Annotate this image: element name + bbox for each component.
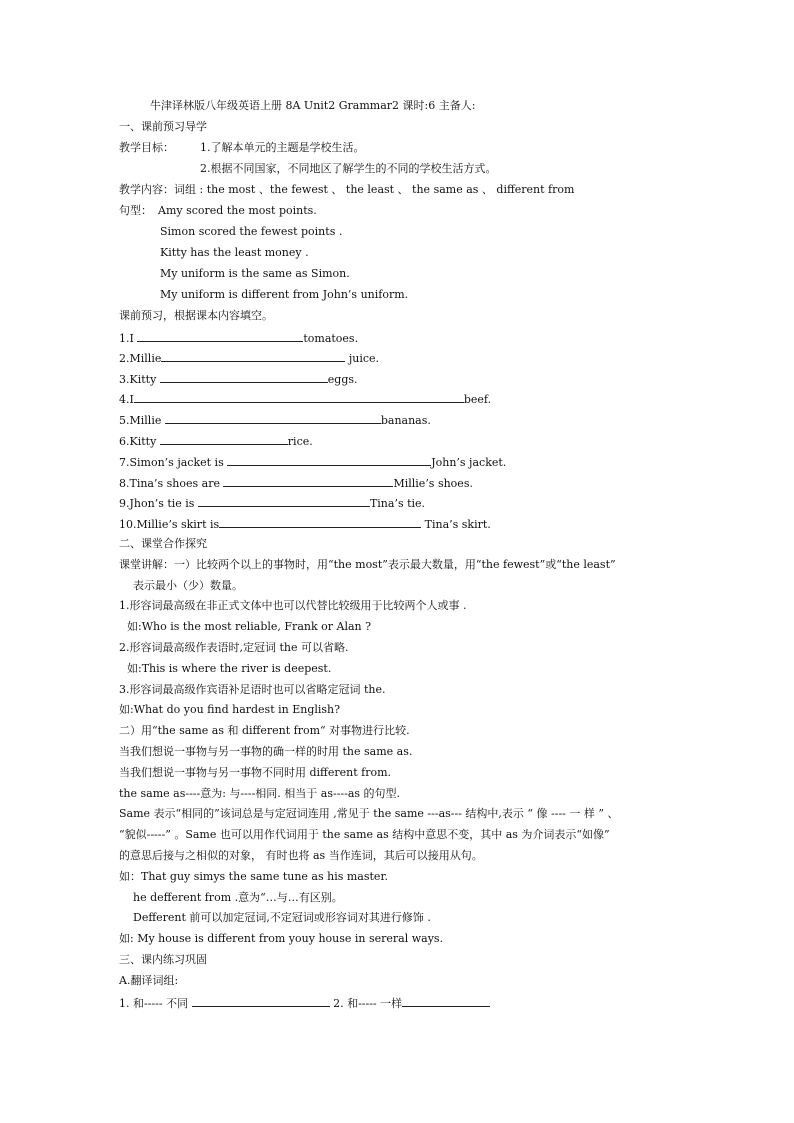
fill-line-6 (119, 433, 313, 449)
fill-suffix: John’s jacket. (431, 456, 507, 469)
explanation-line-11: 当我们想说一事物与另一事物不同时用 different from. (119, 766, 392, 779)
fill-line-5 (119, 412, 431, 428)
goal-1: 1.了解本单元的主题是学校生活。 (200, 141, 365, 154)
answer-blank[interactable] (137, 330, 303, 342)
page-header: 牛津译林版八年级英语上册 8A Unit2 Grammar2 课时:6 主备人: (150, 99, 476, 112)
fill-prefix: 4.I (119, 393, 134, 406)
fill-line-4 (119, 391, 491, 407)
explanation-line-17: he defferent from .意为“…与…有区别。 (133, 891, 343, 904)
fill-suffix: beef. (463, 393, 492, 406)
fill-suffix: eggs. (327, 373, 358, 386)
fill-suffix: juice. (345, 352, 380, 365)
explanation-line-3: 1.形容词最高级在非正式文体中也可以代替比较级用于比较两个人或事 . (119, 599, 467, 612)
goal-2: 2.根据不同国家，不同地区了解学生的不同的学校生活方式。 (200, 162, 497, 175)
answer-blank[interactable] (161, 350, 345, 362)
answer-blank[interactable] (192, 995, 330, 1007)
explanation-line-14: “貌似-----” 。Same 也可以用作代词用于 the same as 结构中意思不变，其中 as 为介词表示“如像” (119, 828, 610, 841)
explanation-line-18: Defferent 前可以加定冠词,不定冠词或形容词对其进行修饰 . (133, 911, 431, 924)
explanation-line-13: Same 表示“相同的”该词总是与定冠词连用 ,常见于 the same ---as--- 结构中,表示 “ 像 ---- 一 样 ” 、 (119, 807, 619, 820)
fill-line-1 (119, 330, 358, 346)
explanation-line-4: 如:Who is the most reliable, Frank or Alan ? (127, 620, 371, 633)
explanation-line-7: 3.形容词最高级作宾语补足语时也可以省略定冠词 the. (119, 683, 386, 696)
answer-blank[interactable] (134, 391, 464, 403)
pattern-label: 句型： (119, 204, 152, 217)
pattern-2: Simon scored the fewest points . (160, 225, 343, 238)
answer-blank[interactable] (219, 516, 421, 528)
fill-suffix: Tina’s skirt. (421, 518, 491, 531)
pattern-4: My uniform is the same as Simon. (160, 267, 350, 280)
fill-suffix: bananas. (380, 414, 431, 427)
explanation-line-15: 的意思后接与之相似的对象， 有时也将 as 当作连词，其后可以接用从句。 (119, 849, 483, 862)
fill-line-3 (119, 371, 358, 387)
preview-instruction: 课前预习，根据课本内容填空。 (119, 309, 273, 322)
answer-blank[interactable] (198, 495, 370, 507)
explanation-line-12: the same as----意为: 与----相同. 相当于 as----as 的句型. (119, 787, 401, 800)
section1-title: 一、课前预习导学 (119, 120, 207, 133)
answer-blank[interactable] (223, 475, 393, 487)
translate-line-1 (119, 995, 490, 1011)
pattern-5: My uniform is different from John’s uniform. (160, 288, 409, 301)
section2-title: 二、课堂合作探究 (119, 537, 207, 550)
fill-prefix: 2.Millie (119, 352, 162, 365)
explanation-line-19: 如: My house is different from youy house in sereral ways. (119, 932, 444, 945)
fill-prefix: 9.Jhon’s tie is (119, 497, 198, 510)
fill-prefix: 1.I (119, 332, 138, 345)
fill-prefix: 8.Tina’s shoes are (119, 477, 224, 490)
fill-prefix: 5.Millie (119, 414, 165, 427)
fill-prefix: 7.Simon’s jacket is (119, 456, 228, 469)
fill-line-7 (119, 454, 506, 470)
section3-title: 三、课内练习巩固 (119, 953, 207, 966)
translate-item-1: 1. 和----- 不同 (119, 997, 192, 1010)
fill-line-10 (119, 516, 491, 532)
fill-suffix: rice. (287, 435, 313, 448)
fill-line-2 (119, 350, 379, 366)
fill-prefix: 3.Kitty (119, 373, 160, 386)
answer-blank[interactable] (165, 412, 381, 424)
fill-suffix: tomatoes. (303, 332, 359, 345)
fill-line-9 (119, 495, 425, 511)
explanation-line-10: 当我们想说一事物与另一事物的确一样的时用 the same as. (119, 745, 413, 758)
pattern-1: Amy scored the most points. (158, 204, 317, 217)
fill-line-8 (119, 475, 473, 491)
explanation-line-9: 二）用“the same as 和 different from“ 对事物进行比较. (119, 724, 410, 737)
fill-suffix: Tina’s tie. (369, 497, 426, 510)
answer-blank[interactable] (402, 995, 490, 1007)
fill-suffix: Millie’s shoes. (393, 477, 473, 490)
explanation-line-8: 如:What do you find hardest in English? (119, 703, 341, 716)
explanation-line-6: 如:This is where the river is deepest. (127, 662, 332, 675)
explanation-line-2: 表示最小（少）数量。 (133, 579, 243, 592)
section3-subtitle: A.翻译词组: (119, 974, 179, 987)
explanation-line-5: 2.形容词最高级作表语时,定冠词 the 可以省略. (119, 641, 349, 654)
teaching-content: 教学内容：词组 : the most 、the fewest 、 the least 、 the same as 、 different from (119, 183, 575, 196)
fill-prefix: 6.Kitty (119, 435, 160, 448)
translate-item-2: 2. 和----- 一样 (329, 997, 403, 1010)
answer-blank[interactable] (160, 433, 288, 445)
explanation-line-16: 如：That guy simys the same tune as his master. (119, 870, 388, 883)
goal-label: 教学目标： (119, 141, 174, 154)
fill-prefix: 10.Millie’s skirt is (119, 518, 220, 531)
answer-blank[interactable] (160, 371, 328, 383)
pattern-3: Kitty has the least money . (160, 246, 309, 259)
explanation-line-1: 课堂讲解：一）比较两个以上的事物时，用“the most”表示最大数量，用“the fewest”或“the least” (119, 558, 616, 571)
answer-blank[interactable] (227, 454, 431, 466)
